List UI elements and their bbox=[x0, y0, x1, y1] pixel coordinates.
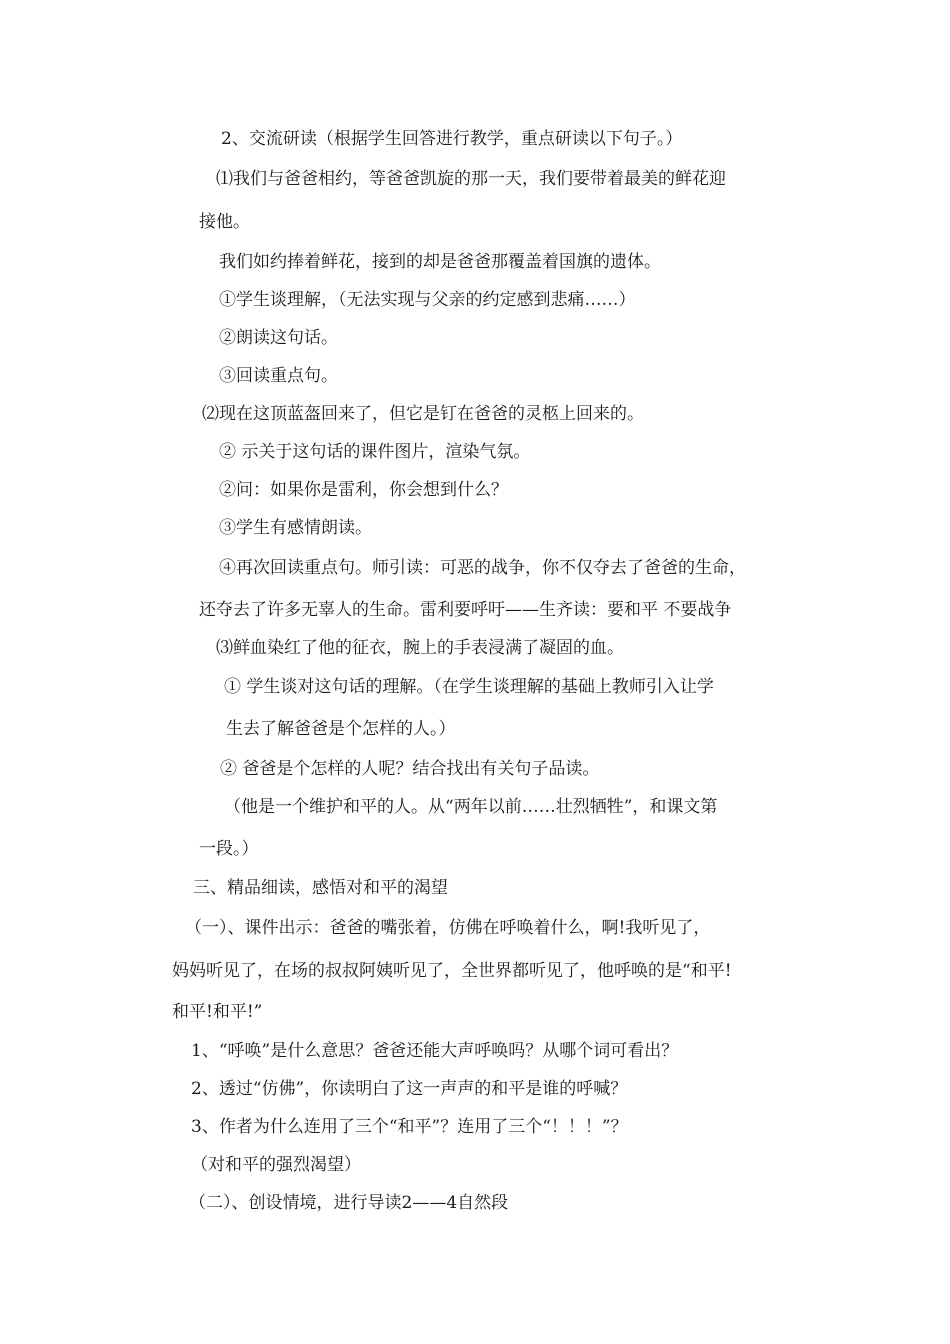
text-line-26: 3、作者为什么连用了三个“和平”？连用了三个“！！！”？ bbox=[191, 1117, 628, 1137]
text-line-21: （一）、课件出示：爸爸的嘴张着，仿佛在呼唤着什么，啊!我听见了， bbox=[185, 918, 711, 938]
text-line-10: ②问：如果你是雷利，你会想到什么？ bbox=[219, 480, 508, 500]
text-line-13: 还夺去了许多无辜人的生命。雷利要呼吁——生齐读：要和平 不要战争 bbox=[199, 600, 732, 620]
section-heading-3: 三、精品细读，感悟对和平的渴望 bbox=[193, 878, 448, 898]
text-line-19: 一段。） bbox=[199, 839, 259, 859]
text-line-8: ⑵现在这顶蓝盔回来了，但它是钉在爸爸的灵柩上回来的。 bbox=[202, 404, 644, 424]
text-line-2: ⑴我们与爸爸相约，等爸爸凯旋的那一天，我们要带着最美的鲜花迎 bbox=[216, 169, 726, 189]
text-line-12: ④再次回读重点句。师引读：可恶的战争，你不仅夺去了爸爸的生命， bbox=[219, 558, 746, 578]
text-line-4: 我们如约捧着鲜花，接到的却是爸爸那覆盖着国旗的遗体。 bbox=[219, 252, 661, 272]
text-line-9: ② 示关于这句话的课件图片，渲染气氛。 bbox=[219, 442, 531, 462]
text-line-17: ② 爸爸是个怎样的人呢？结合找出有关句子品读。 bbox=[220, 759, 600, 779]
text-line-15: ① 学生谈对这句话的理解。（在学生谈理解的基础上教师引入让学 bbox=[224, 677, 714, 697]
text-line-1: 2、交流研读（根据学生回答进行教学，重点研读以下句子。） bbox=[221, 129, 683, 149]
text-line-16: 生去了解爸爸是个怎样的人。） bbox=[226, 719, 456, 739]
text-line-22: 妈妈听见了，在场的叔叔阿姨听见了，全世界都听见了，他呼唤的是“和平! bbox=[172, 961, 732, 981]
text-line-28: （二）、创设情境，进行导读2——4自然段 bbox=[189, 1193, 509, 1213]
text-line-7: ③回读重点句。 bbox=[219, 366, 338, 386]
text-line-23: 和平!和平!” bbox=[172, 1002, 263, 1022]
text-line-18: （他是一个维护和平的人。从“两年以前……壮烈牺牲”，和课文第 bbox=[224, 797, 718, 817]
text-line-24: 1、“呼唤”是什么意思？爸爸还能大声呼唤吗？从哪个词可看出？ bbox=[191, 1041, 679, 1061]
text-line-6: ②朗读这句话。 bbox=[219, 328, 338, 348]
text-line-27: （对和平的强烈渴望） bbox=[191, 1155, 361, 1175]
text-line-3: 接他。 bbox=[199, 212, 250, 232]
text-line-25: 2、透过“仿佛”，你读明白了这一声声的和平是谁的呼喊？ bbox=[191, 1079, 628, 1099]
text-line-11: ③学生有感情朗读。 bbox=[219, 518, 372, 538]
text-line-5: ①学生谈理解，（无法实现与父亲的约定感到悲痛……） bbox=[219, 290, 636, 310]
text-line-14: ⑶鲜血染红了他的征衣，腕上的手表浸满了凝固的血。 bbox=[216, 638, 624, 658]
